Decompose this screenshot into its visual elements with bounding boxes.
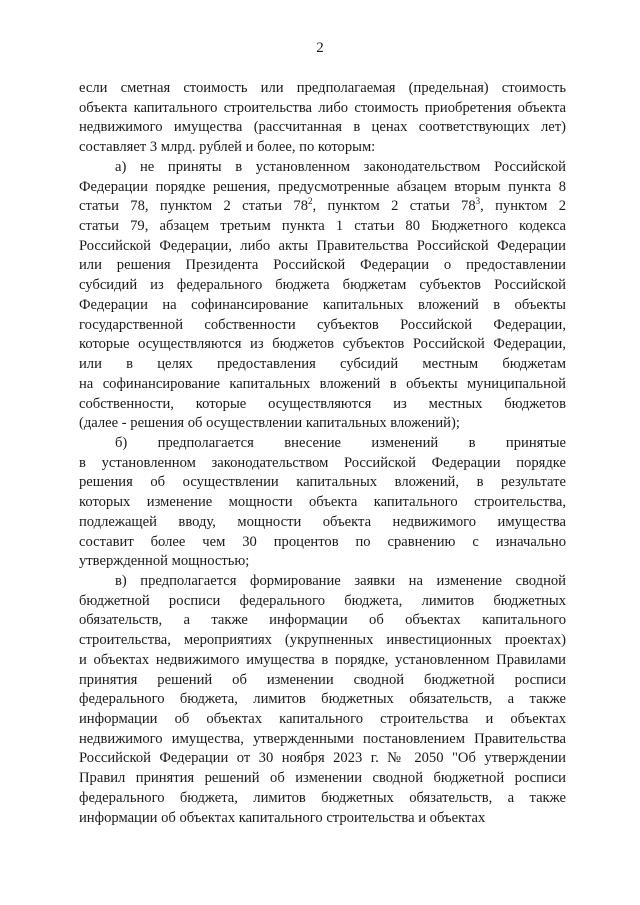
paragraph <box>79 79 566 158</box>
text-line: Федерации на софинансирование капитальных вложений в объекты <box>79 296 566 313</box>
paragraph <box>79 434 566 572</box>
text-line: а) не приняты в установленном законодательством Российской <box>115 158 566 175</box>
paragraph <box>79 572 566 828</box>
text-line: федерального бюджета, лимитов бюджетных обязательств, а также <box>79 789 566 806</box>
text-line: которых изменение мощности объекта капитального строительства, <box>79 494 566 511</box>
text-line: в) предполагается формирование заявки на изменение сводной <box>115 572 566 589</box>
text-line: или в целях предоставления субсидий местным бюджетам <box>79 356 566 373</box>
text-line: решения об осуществлении капитальных вложений, в результате <box>79 474 566 491</box>
text-line: объекта капитального строительства либо стоимость приобретения объекта <box>79 99 566 116</box>
text-run: статьи 78, пунктом 2 статьи 78 <box>79 198 309 215</box>
text-line: (далее - решения об осуществлении капитальных вложений); <box>79 415 460 432</box>
text-line: Федерации порядке решения, предусмотренные абзацем вторым пункта 8 <box>79 178 566 195</box>
paragraph <box>79 158 566 434</box>
text-line: информации об объектах капитального строительства и объектах <box>79 711 566 727</box>
text-line: строительства, мероприятиях (укрупненных инвестиционных проектах) <box>79 632 566 649</box>
superscript: 2 <box>308 196 313 207</box>
text-line: Правил принятия решений об изменении сводной бюджетной росписи <box>79 770 566 787</box>
text-line: недвижимого имущества, утвержденными постановлением Правительства <box>79 730 566 747</box>
text-line: если сметная стоимость или предполагаемая (предельная) стоимость <box>79 80 566 96</box>
text-line: информации об объектах капитального строительства и объектах <box>79 809 486 826</box>
superscript: 3 <box>475 196 481 207</box>
text-line: составит более чем 30 процентов по сравнению с изначально <box>79 533 566 550</box>
text-line: утвержденной мощностью; <box>79 553 250 570</box>
text-line: составляет 3 млрд. рублей и более, по которым: <box>79 139 376 156</box>
text-line: и объектах недвижимого имущества в порядке, установленном Правилами <box>79 651 566 668</box>
text-line: федерального бюджета, лимитов бюджетных обязательств, а также <box>79 691 566 708</box>
document-body <box>79 79 566 828</box>
text-line: или решения Президента Российской Федерации о предоставлении <box>79 257 566 274</box>
text-run: , пунктом 2 статьи 78 <box>312 198 476 215</box>
page-number: 2 <box>316 40 324 56</box>
text-line: на софинансирование капитальных вложений в объекты муниципальной <box>79 375 566 392</box>
text-run: , пунктом 2 <box>480 198 566 215</box>
text-line: которые осуществляются из бюджетов субъектов Российской Федерации, <box>79 336 566 353</box>
text-line <box>79 197 566 217</box>
text-line: недвижимого имущества (рассчитанная в ценах соответствующих лет) <box>79 119 566 136</box>
text-line: Российской Федерации, либо акты Правительства Российской Федерации <box>79 237 566 254</box>
text-line: субсидий из федерального бюджета бюджетам субъектов Российской <box>79 277 566 294</box>
text-line: б) предполагается внесение изменений в принятые <box>115 434 566 451</box>
text-line: Российской Федерации от 30 ноября 2023 г. № 2050 "Об утверждении <box>79 750 566 767</box>
text-line: государственной собственности субъектов Российской Федерации, <box>79 316 566 333</box>
text-line: бюджетной росписи федерального бюджета, лимитов бюджетных <box>79 592 566 609</box>
text-line: принятия решений об изменении сводной бюджетной росписи <box>79 671 566 688</box>
text-line: статьи 79, абзацем третьим пункта 1 статьи 80 Бюджетного кодекса <box>79 218 566 235</box>
text-line: в установленном законодательством Российской Федерации порядке <box>79 454 566 471</box>
text-line: обязательств, а также информации об объектах капитального <box>79 612 566 629</box>
text-line: подлежащей вводу, мощности объекта недвижимого имущества <box>79 513 566 530</box>
text-line: собственности, которые осуществляются из местных бюджетов <box>79 395 566 412</box>
